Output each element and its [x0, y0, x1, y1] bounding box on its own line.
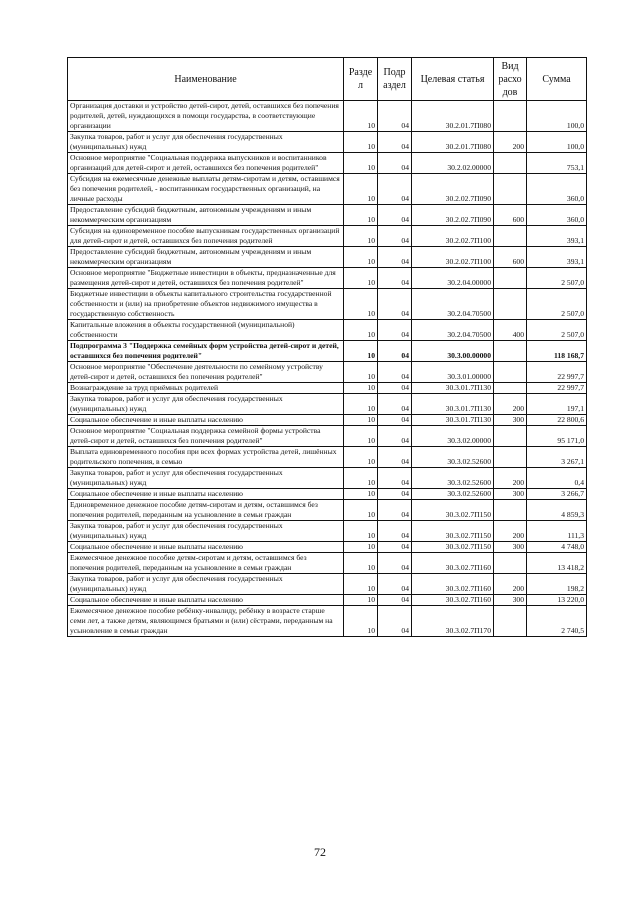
cell-tselevaya-statya: 30.3.02.52600 [412, 447, 494, 468]
cell-summa: 4 748,0 [527, 542, 587, 553]
cell-name: Закупка товаров, работ и услуг для обеспечения государственных (муниципальных) нужд [68, 468, 344, 489]
cell-vid-raskhodov: 600 [494, 247, 527, 268]
cell-tselevaya-statya: 30.2.04.00000 [412, 268, 494, 289]
cell-tselevaya-statya: 30.3.01.7П130 [412, 383, 494, 394]
cell-vid-raskhodov [494, 341, 527, 362]
cell-name: Субсидия на ежемесячные денежные выплаты детям-сиротам и детям, оставшимся без попечения родителей, - воспитанникам государственных организаций, на личные расходы [68, 174, 344, 205]
cell-podrazdel: 04 [378, 542, 412, 553]
cell-vid-raskhodov: 300 [494, 415, 527, 426]
cell-razdel: 10 [344, 289, 378, 320]
cell-summa: 753,1 [527, 153, 587, 174]
cell-tselevaya-statya: 30.2.02.7П100 [412, 226, 494, 247]
table-row [68, 268, 587, 289]
cell-vid-raskhodov [494, 174, 527, 205]
cell-name: Выплата единовременного пособия при всех формах устройства детей, лишённых родительского попечения, в семью [68, 447, 344, 468]
cell-razdel: 10 [344, 606, 378, 637]
cell-vid-raskhodov [494, 362, 527, 383]
cell-razdel: 10 [344, 521, 378, 542]
cell-razdel: 10 [344, 205, 378, 226]
cell-name: Основное мероприятие "Бюджетные инвестиции в объекты, предназначенные для размещения детей-сирот и детей, оставшихся без попечения родителей" [68, 268, 344, 289]
cell-podrazdel: 04 [378, 426, 412, 447]
cell-summa: 13 418,2 [527, 553, 587, 574]
cell-razdel: 10 [344, 383, 378, 394]
table-body [68, 101, 587, 637]
cell-tselevaya-statya: 30.3.01.7П130 [412, 394, 494, 415]
cell-vid-raskhodov: 600 [494, 205, 527, 226]
cell-tselevaya-statya: 30.3.02.7П150 [412, 521, 494, 542]
cell-tselevaya-statya: 30.2.01.7П080 [412, 101, 494, 132]
cell-podrazdel: 04 [378, 415, 412, 426]
cell-podrazdel: 04 [378, 606, 412, 637]
cell-podrazdel: 04 [378, 553, 412, 574]
cell-tselevaya-statya: 30.2.01.7П080 [412, 132, 494, 153]
cell-razdel: 10 [344, 132, 378, 153]
table-row [68, 383, 587, 394]
cell-vid-raskhodov: 200 [494, 468, 527, 489]
cell-name: Капитальные вложения в объекты государственной (муниципальной) собственности [68, 320, 344, 341]
cell-vid-raskhodov: 400 [494, 320, 527, 341]
cell-razdel: 10 [344, 542, 378, 553]
table-row [68, 289, 587, 320]
cell-summa: 4 859,3 [527, 500, 587, 521]
table-row [68, 447, 587, 468]
cell-tselevaya-statya: 30.3.01.7П130 [412, 415, 494, 426]
cell-tselevaya-statya: 30.3.02.00000 [412, 426, 494, 447]
cell-summa: 118 168,7 [527, 341, 587, 362]
cell-podrazdel: 04 [378, 247, 412, 268]
cell-vid-raskhodov: 200 [494, 394, 527, 415]
cell-razdel: 10 [344, 553, 378, 574]
table-header [68, 58, 587, 101]
table-row [68, 247, 587, 268]
cell-podrazdel: 04 [378, 289, 412, 320]
cell-razdel: 10 [344, 447, 378, 468]
cell-razdel: 10 [344, 415, 378, 426]
cell-name: Основное мероприятие "Социальная поддержка выпускников и воспитанников организаций для детей-сирот и детей, оставшихся без попечения родителей" [68, 153, 344, 174]
cell-vid-raskhodov [494, 426, 527, 447]
cell-vid-raskhodov [494, 153, 527, 174]
cell-summa: 22 800,6 [527, 415, 587, 426]
table-row [68, 426, 587, 447]
cell-name: Социальное обеспечение и иные выплаты населению [68, 489, 344, 500]
cell-summa: 393,1 [527, 226, 587, 247]
cell-razdel: 10 [344, 595, 378, 606]
cell-podrazdel: 04 [378, 383, 412, 394]
cell-razdel: 10 [344, 268, 378, 289]
cell-tselevaya-statya: 30.2.04.70500 [412, 320, 494, 341]
cell-name: Вознаграждение за труд приёмных родителей [68, 383, 344, 394]
cell-summa: 95 171,0 [527, 426, 587, 447]
cell-podrazdel: 04 [378, 489, 412, 500]
cell-name: Закупка товаров, работ и услуг для обеспечения государственных (муниципальных) нужд [68, 521, 344, 542]
cell-name: Предоставление субсидий бюджетным, автономным учреждениям и иным некоммерческим организациям [68, 247, 344, 268]
cell-vid-raskhodov [494, 606, 527, 637]
table-row [68, 226, 587, 247]
table-row [68, 521, 587, 542]
cell-name: Закупка товаров, работ и услуг для обеспечения государственных (муниципальных) нужд [68, 574, 344, 595]
cell-vid-raskhodov [494, 500, 527, 521]
header-row [68, 58, 587, 101]
cell-tselevaya-statya: 30.3.00.00000 [412, 341, 494, 362]
table-row [68, 500, 587, 521]
header-name: Наименование [68, 58, 344, 101]
cell-vid-raskhodov: 200 [494, 574, 527, 595]
cell-name: Социальное обеспечение и иные выплаты населению [68, 595, 344, 606]
cell-podrazdel: 04 [378, 153, 412, 174]
cell-razdel: 10 [344, 426, 378, 447]
table-row [68, 574, 587, 595]
cell-name: Основное мероприятие "Социальная поддержка семейной формы устройства детей-сирот и детей, оставшихся без попечения родителей" [68, 426, 344, 447]
cell-vid-raskhodov [494, 447, 527, 468]
cell-summa: 100,0 [527, 101, 587, 132]
cell-podrazdel: 04 [378, 320, 412, 341]
cell-podrazdel: 04 [378, 362, 412, 383]
cell-razdel: 10 [344, 341, 378, 362]
cell-vid-raskhodov [494, 553, 527, 574]
table-row [68, 153, 587, 174]
cell-podrazdel: 04 [378, 447, 412, 468]
cell-vid-raskhodov: 300 [494, 489, 527, 500]
cell-tselevaya-statya: 30.2.02.00000 [412, 153, 494, 174]
cell-summa: 3 266,7 [527, 489, 587, 500]
cell-name: Единовременное денежное пособие детям-сиротам и детям, оставшимся без попечения родителей, переданным на усыновление в семьи граждан [68, 500, 344, 521]
cell-tselevaya-statya: 30.3.02.7П150 [412, 500, 494, 521]
cell-podrazdel: 04 [378, 595, 412, 606]
cell-summa: 360,0 [527, 205, 587, 226]
table-row [68, 132, 587, 153]
cell-summa: 111,3 [527, 521, 587, 542]
table-row [68, 595, 587, 606]
table-row [68, 341, 587, 362]
cell-razdel: 10 [344, 489, 378, 500]
cell-summa: 2 507,0 [527, 320, 587, 341]
cell-tselevaya-statya: 30.3.01.00000 [412, 362, 494, 383]
cell-podrazdel: 04 [378, 394, 412, 415]
cell-razdel: 10 [344, 362, 378, 383]
table-row [68, 320, 587, 341]
cell-vid-raskhodov [494, 268, 527, 289]
budget-table [67, 57, 587, 637]
table-row [68, 101, 587, 132]
cell-summa: 2 740,5 [527, 606, 587, 637]
cell-summa: 22 997,7 [527, 383, 587, 394]
cell-summa: 100,0 [527, 132, 587, 153]
table-row [68, 174, 587, 205]
cell-razdel: 10 [344, 500, 378, 521]
cell-podrazdel: 04 [378, 226, 412, 247]
cell-name: Ежемесячное денежное пособие ребёнку-инвалиду, ребёнку в возрасте старше семи лет, а также детям, являющимся братьями и (или) сёстрами, переданным на усыновление в семьи граждан [68, 606, 344, 637]
cell-tselevaya-statya: 30.3.02.7П150 [412, 542, 494, 553]
table-row [68, 542, 587, 553]
cell-name: Социальное обеспечение и иные выплаты населению [68, 415, 344, 426]
cell-podrazdel: 04 [378, 174, 412, 205]
cell-name: Закупка товаров, работ и услуг для обеспечения государственных (муниципальных) нужд [68, 132, 344, 153]
cell-summa: 22 997,7 [527, 362, 587, 383]
cell-podrazdel: 04 [378, 205, 412, 226]
cell-vid-raskhodov: 300 [494, 595, 527, 606]
table-row [68, 205, 587, 226]
cell-podrazdel: 04 [378, 132, 412, 153]
cell-tselevaya-statya: 30.2.02.7П090 [412, 205, 494, 226]
table-row [68, 362, 587, 383]
cell-podrazdel: 04 [378, 268, 412, 289]
cell-razdel: 10 [344, 101, 378, 132]
cell-tselevaya-statya: 30.3.02.52600 [412, 468, 494, 489]
table-row [68, 468, 587, 489]
header-podrazdel: Подр аздел [378, 58, 412, 101]
header-vid-raskhodov: Вид расхо дов [494, 58, 527, 101]
cell-podrazdel: 04 [378, 468, 412, 489]
cell-vid-raskhodov [494, 383, 527, 394]
cell-podrazdel: 04 [378, 341, 412, 362]
cell-tselevaya-statya: 30.3.02.7П160 [412, 595, 494, 606]
cell-name: Социальное обеспечение и иные выплаты населению [68, 542, 344, 553]
cell-summa: 13 220,0 [527, 595, 587, 606]
cell-summa: 2 507,0 [527, 268, 587, 289]
cell-tselevaya-statya: 30.3.02.7П160 [412, 574, 494, 595]
cell-name: Организация доставки и устройство детей-сирот, детей, оставшихся без попечения родителей, детей, нуждающихся в помощи государства, в соответствующие организации [68, 101, 344, 132]
cell-podrazdel: 04 [378, 521, 412, 542]
table-row [68, 415, 587, 426]
cell-name: Основное мероприятие "Обеспечение деятельности по семейному устройству детей-сирот и детей, оставшихся без попечения родителей" [68, 362, 344, 383]
cell-tselevaya-statya: 30.2.02.7П100 [412, 247, 494, 268]
cell-summa: 2 507,0 [527, 289, 587, 320]
cell-vid-raskhodov: 300 [494, 542, 527, 553]
cell-razdel: 10 [344, 320, 378, 341]
cell-podrazdel: 04 [378, 574, 412, 595]
cell-name: Бюджетные инвестиции в объекты капитального строительства государственной собственности и (или) на приобретение объектов недвижимого имущества в государственную собственность [68, 289, 344, 320]
cell-vid-raskhodov: 200 [494, 132, 527, 153]
cell-vid-raskhodov [494, 289, 527, 320]
cell-vid-raskhodov [494, 101, 527, 132]
cell-summa: 197,1 [527, 394, 587, 415]
cell-razdel: 10 [344, 247, 378, 268]
cell-summa: 3 267,1 [527, 447, 587, 468]
page-number: 72 [314, 845, 326, 859]
cell-tselevaya-statya: 30.2.02.7П090 [412, 174, 494, 205]
cell-name: Ежемесячное денежное пособие детям-сиротам и детям, оставшимся без попечения родителей, переданным на усыновление в семьи граждан [68, 553, 344, 574]
cell-razdel: 10 [344, 153, 378, 174]
table-row [68, 489, 587, 500]
table-row [68, 553, 587, 574]
cell-summa: 393,1 [527, 247, 587, 268]
cell-tselevaya-statya: 30.3.02.7П170 [412, 606, 494, 637]
cell-razdel: 10 [344, 174, 378, 205]
cell-razdel: 10 [344, 468, 378, 489]
cell-name: Подпрограмма 3 "Поддержка семейных форм устройства детей-сирот и детей, оставшихся без попечения родителей" [68, 341, 344, 362]
cell-summa: 198,2 [527, 574, 587, 595]
cell-name: Предоставление субсидий бюджетным, автономным учреждениям и иным некоммерческим организациям [68, 205, 344, 226]
cell-tselevaya-statya: 30.3.02.7П160 [412, 553, 494, 574]
cell-razdel: 10 [344, 226, 378, 247]
cell-summa: 0,4 [527, 468, 587, 489]
header-razdel: Разде л [344, 58, 378, 101]
cell-tselevaya-statya: 30.3.02.52600 [412, 489, 494, 500]
cell-vid-raskhodov: 200 [494, 521, 527, 542]
cell-podrazdel: 04 [378, 101, 412, 132]
header-tselevaya-statya: Целевая статья [412, 58, 494, 101]
table-row [68, 394, 587, 415]
cell-podrazdel: 04 [378, 500, 412, 521]
header-summa: Сумма [527, 58, 587, 101]
cell-razdel: 10 [344, 394, 378, 415]
cell-summa: 360,0 [527, 174, 587, 205]
table-row [68, 606, 587, 637]
cell-tselevaya-statya: 30.2.04.70500 [412, 289, 494, 320]
cell-vid-raskhodov [494, 226, 527, 247]
cell-razdel: 10 [344, 574, 378, 595]
cell-name: Субсидия на единовременное пособие выпускникам государственных организаций для детей-сирот и детей, оставшихся без попечения родителей [68, 226, 344, 247]
cell-name: Закупка товаров, работ и услуг для обеспечения государственных (муниципальных) нужд [68, 394, 344, 415]
